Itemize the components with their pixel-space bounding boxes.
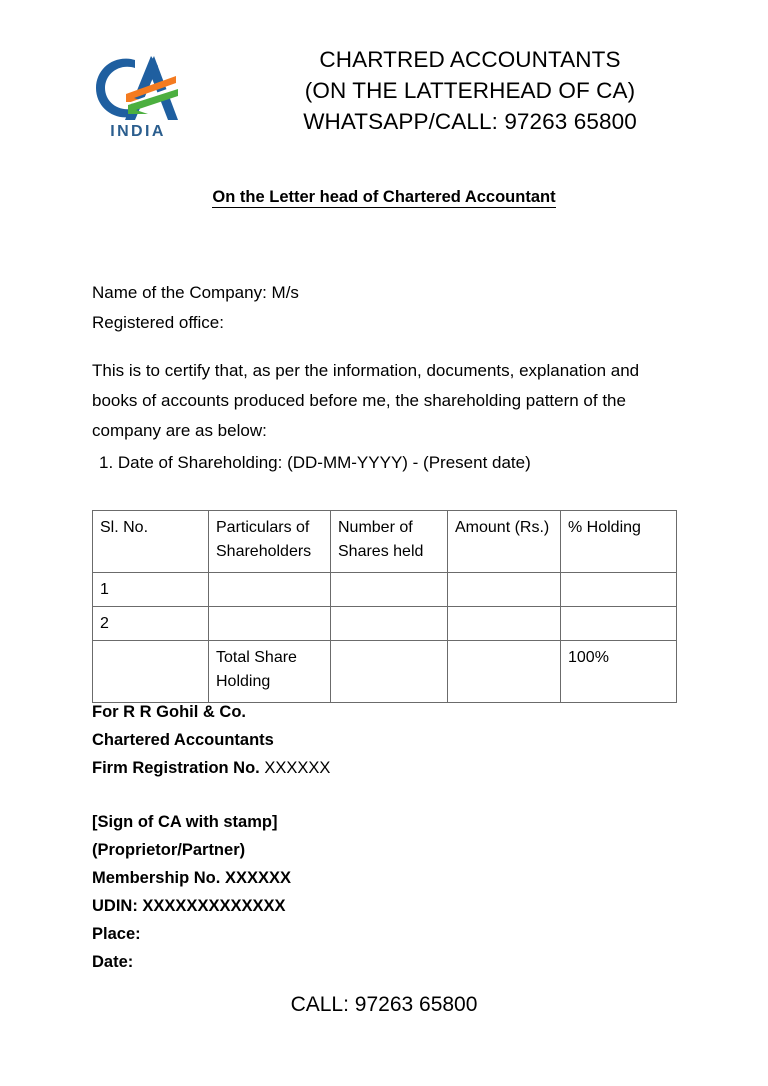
- cell-sl-no[interactable]: 2: [93, 607, 209, 641]
- cell-particulars[interactable]: [209, 607, 331, 641]
- cell-shares[interactable]: [331, 641, 448, 703]
- cell-holding[interactable]: [561, 573, 677, 607]
- col-header-sl-no: Sl. No.: [93, 511, 209, 573]
- membership-label: Membership No.: [92, 869, 221, 887]
- col-header-shares-held: Number of Shares held: [331, 511, 448, 573]
- sign-stamp-placeholder: [Sign of CA with stamp]: [92, 813, 278, 831]
- ca-india-logo: [88, 48, 188, 140]
- company-name-line: Name of the Company: M/s: [92, 283, 299, 302]
- header-line-2: (ON THE LATTERHEAD OF CA): [304, 78, 636, 103]
- for-firm-line: For R R Gohil & Co.: [92, 703, 246, 721]
- cell-shares[interactable]: [331, 607, 448, 641]
- table-row: [93, 607, 677, 641]
- cell-amount[interactable]: [448, 641, 561, 703]
- date-label: Date:: [92, 953, 134, 971]
- cell-particulars[interactable]: [209, 573, 331, 607]
- col-header-amount: Amount (Rs.): [448, 511, 561, 573]
- cell-particulars[interactable]: Total Share Holding: [209, 641, 331, 703]
- capacity-line: (Proprietor/Partner): [92, 841, 246, 859]
- col-header-particulars: Particulars of Shareholders: [209, 511, 331, 573]
- certification-paragraph: This is to certify that, as per the information, documents, explanation and books of accounts produced before me, the shareholding pattern of the company are as below:: [92, 361, 640, 440]
- cell-amount[interactable]: [448, 607, 561, 641]
- logo-india-text: INDIA: [110, 123, 166, 140]
- firm-registration-label: Firm Registration No.: [92, 759, 260, 777]
- header-title-group: [190, 44, 750, 137]
- ca-signature-block: [92, 808, 652, 976]
- firm-registration-line: [92, 754, 652, 782]
- cell-holding[interactable]: [561, 607, 677, 641]
- col-header-holding: % Holding: [561, 511, 677, 573]
- membership-value: XXXXXX: [220, 869, 291, 887]
- shareholding-date-item: 1. Date of Shareholding: (DD-MM-YYYY) - (Present date): [99, 453, 531, 472]
- udin-value: XXXXXXXXXXXXX: [137, 897, 286, 915]
- cell-amount[interactable]: [448, 573, 561, 607]
- cell-holding[interactable]: 100%: [561, 641, 677, 703]
- letterhead-subtitle-text: On the Letter head of Chartered Accountant: [212, 188, 556, 206]
- header-line-1: CHARTRED ACCOUNTANTS: [319, 47, 621, 72]
- header-line-3: WHATSAPP/CALL: 97263 65800: [303, 109, 637, 134]
- table-row-total: [93, 641, 677, 703]
- cell-shares[interactable]: [331, 573, 448, 607]
- udin-line: [92, 892, 652, 920]
- footer-call: CALL: 97263 65800: [290, 993, 478, 1016]
- document-body: [92, 278, 682, 446]
- designation-line: Chartered Accountants: [92, 731, 274, 749]
- table-header-row: [93, 511, 677, 573]
- shareholding-table: [92, 510, 677, 703]
- udin-label: UDIN:: [92, 897, 138, 915]
- letterhead-subtitle: [0, 186, 768, 208]
- firm-registration-value: XXXXXX: [259, 759, 331, 777]
- cell-sl-no[interactable]: 1: [93, 573, 209, 607]
- place-label: Place:: [92, 925, 141, 943]
- ca-india-logo-graphic: [88, 48, 188, 140]
- firm-signature-block: [92, 698, 652, 782]
- document-header: [0, 40, 768, 150]
- table-row: [93, 573, 677, 607]
- cell-sl-no[interactable]: [93, 641, 209, 703]
- registered-office-line: Registered office:: [92, 313, 224, 332]
- membership-line: [92, 864, 652, 892]
